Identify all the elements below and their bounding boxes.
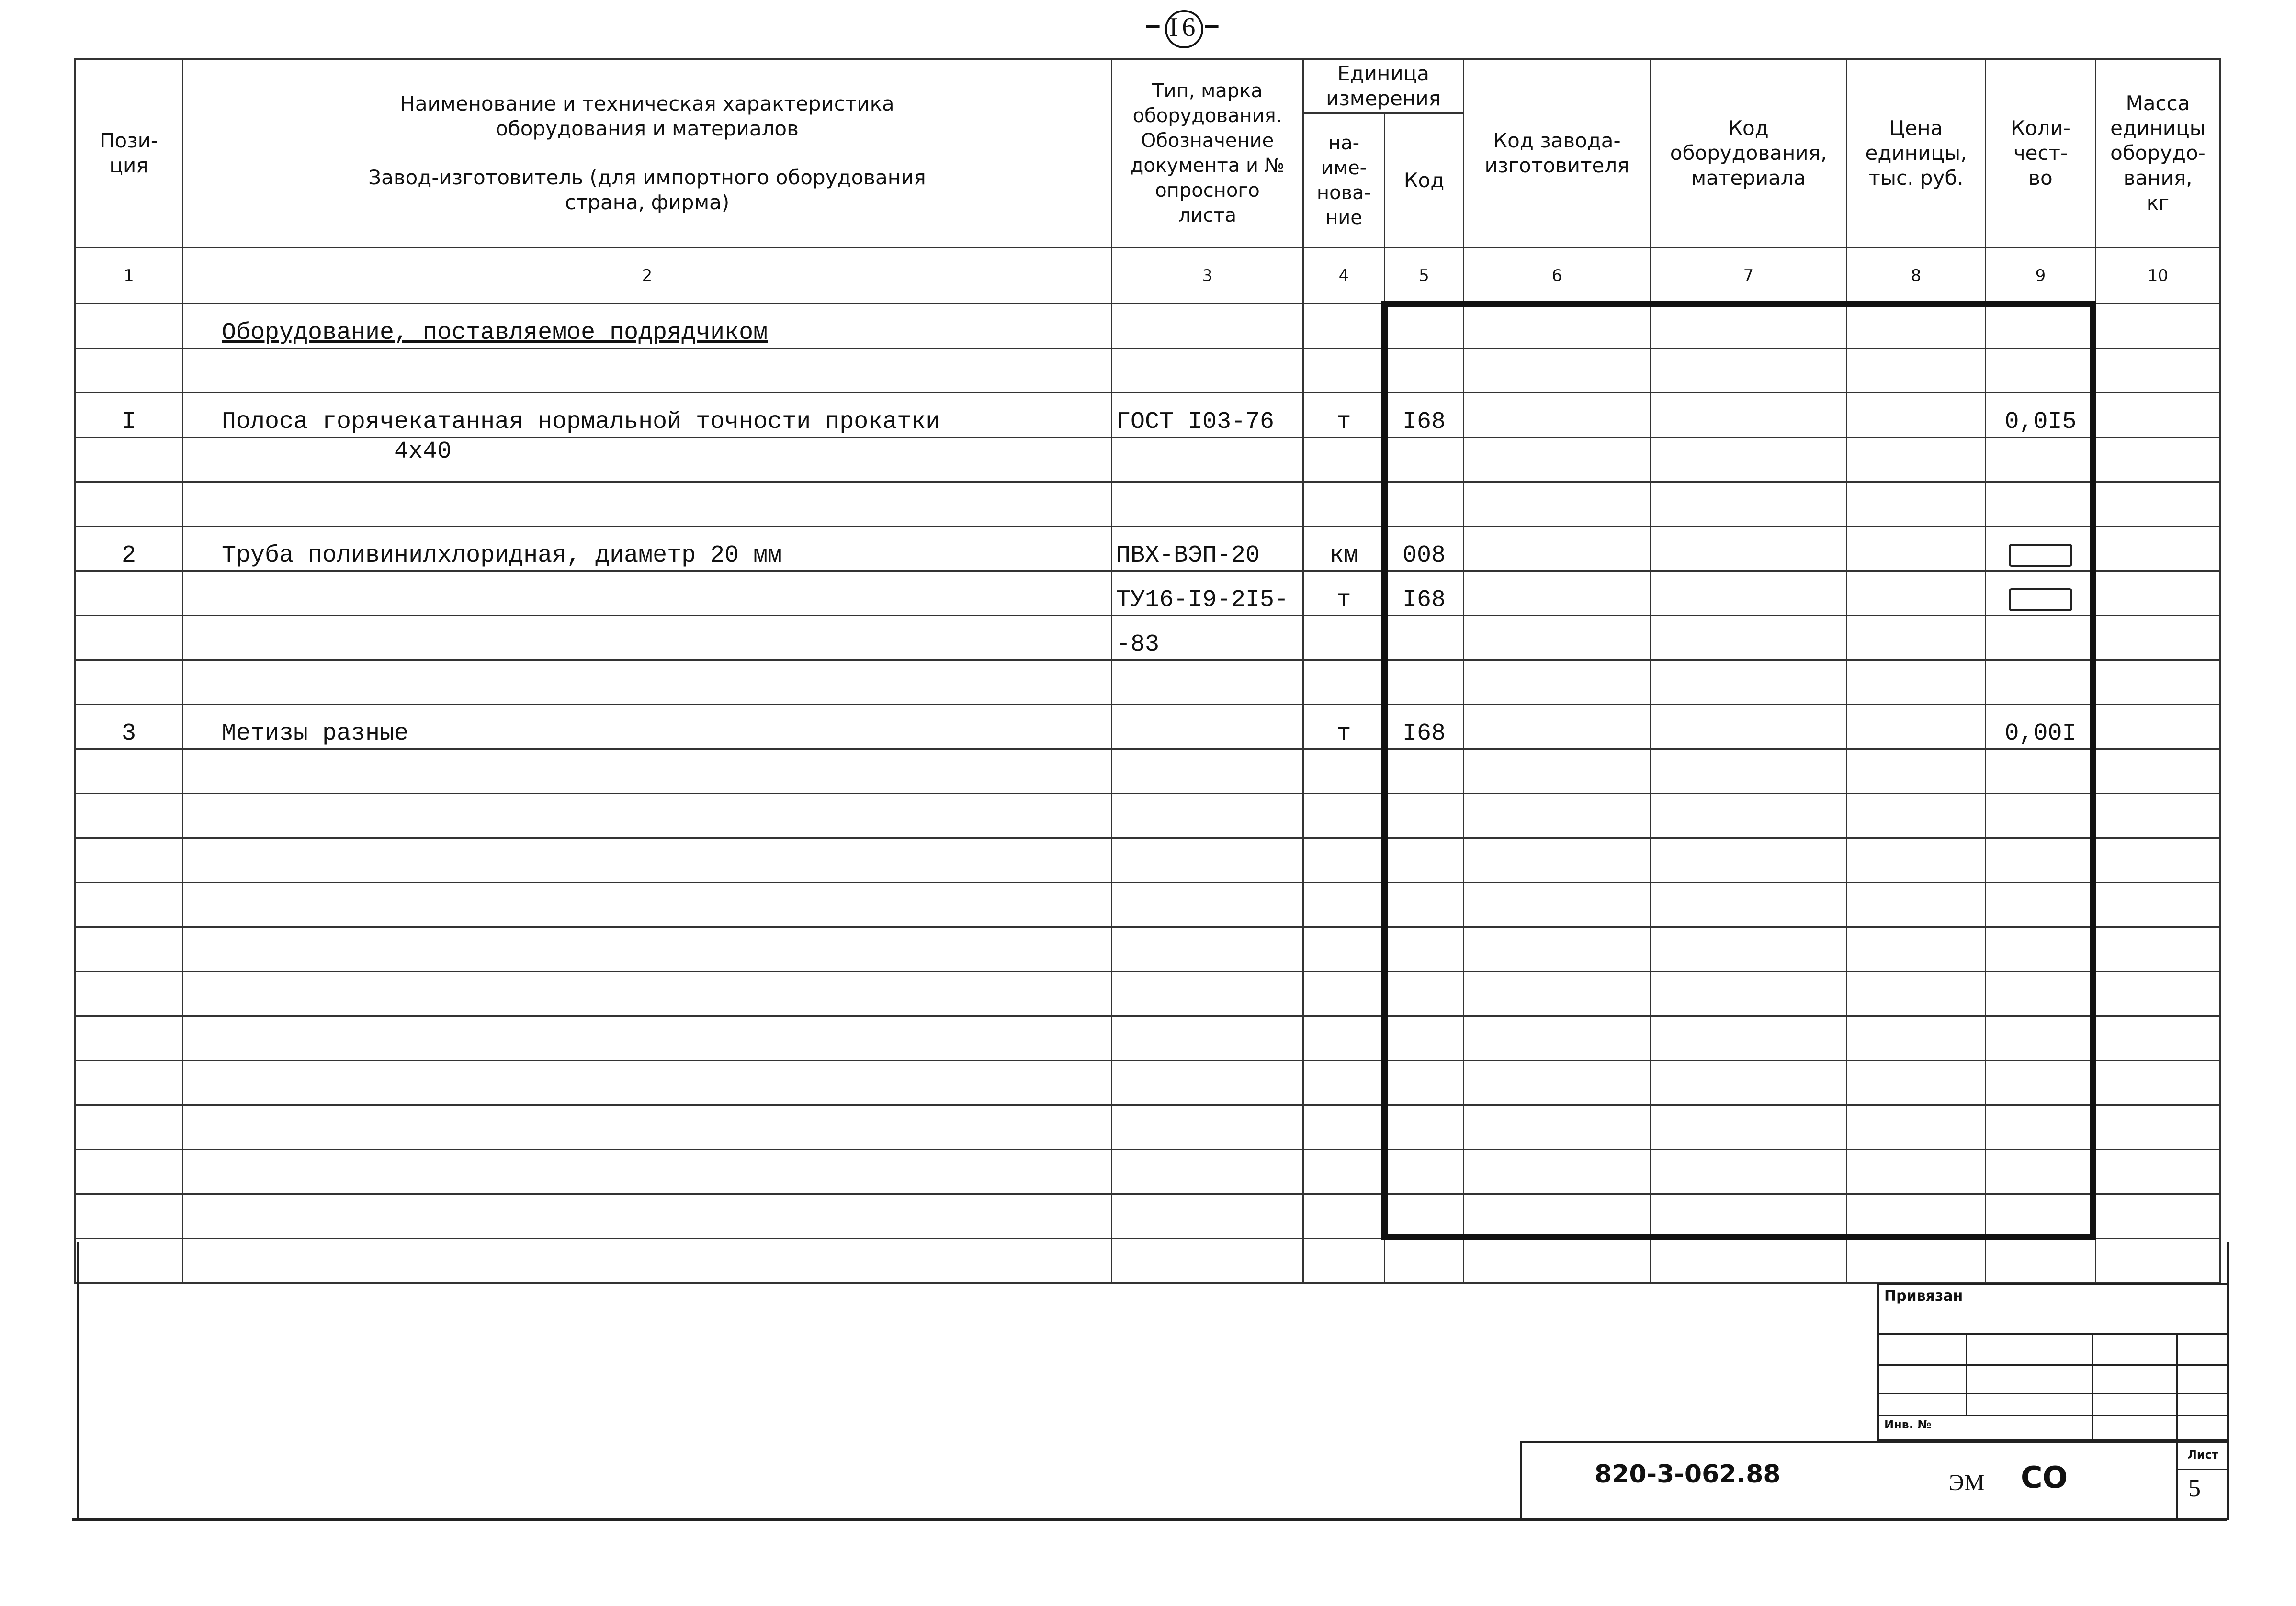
item-name-continued: 4x40 (183, 438, 1112, 482)
document-mark: ЭМ (1949, 1470, 1985, 1495)
item-type: ТУ16-I9-2I5- (1112, 571, 1303, 616)
column-number: 10 (2096, 247, 2220, 304)
item-unit: т (1303, 705, 1385, 749)
column-number: 5 (1385, 247, 1464, 304)
header-factory-code: Код завода- изготовителя (1464, 59, 1651, 247)
header-unit-code: Код (1385, 113, 1464, 247)
item-type: ПВХ-ВЭП-20 (1112, 527, 1303, 571)
column-number: 6 (1464, 247, 1651, 304)
item-unit: т (1303, 571, 1385, 616)
header-name-line4: страна, фирма) (565, 191, 730, 214)
item-type: -83 (1112, 616, 1303, 660)
item-code: I68 (1385, 393, 1464, 438)
header-quantity: Коли- чест- во (1986, 59, 2096, 247)
item-unit: т (1303, 393, 1385, 438)
column-number: 7 (1651, 247, 1847, 304)
frame-left-line (77, 1242, 79, 1520)
column-number: 9 (1986, 247, 2096, 304)
item-name: Метизы разные (183, 705, 1112, 749)
document-number: 820-3-062.88 (1595, 1460, 1781, 1489)
header-unit-name: на- име- нова- ние (1303, 113, 1385, 247)
list-value: 5 (2188, 1475, 2201, 1502)
item-name: Труба поливинилхлоридная, диаметр 20 мм (183, 527, 1112, 571)
column-number: 3 (1112, 247, 1303, 304)
table-row (75, 1239, 2220, 1283)
section-title: Оборудование, поставляемое подрядчиком (183, 304, 1112, 348)
header-mass: Масса единицы оборудо- вания, кг (2096, 59, 2220, 247)
item-name: Полоса горячекатанная нормальной точности прокатки (183, 393, 1112, 438)
item-position: 3 (75, 705, 183, 749)
stamp-line (1966, 1333, 1967, 1415)
header-name (183, 59, 1112, 247)
stamp-line (2176, 1469, 2229, 1470)
stamp-line (2092, 1333, 2093, 1441)
header-price: Цена единицы, тыс. руб. (1847, 59, 1986, 247)
highlight-frame (1381, 301, 2096, 1240)
header-position: Пози- ция (75, 59, 183, 247)
item-quantity: 0,00I (1986, 705, 2096, 749)
list-label: Лист (2187, 1448, 2218, 1461)
item-unit: км (1303, 527, 1385, 571)
header-equipment-code: Код оборудования, материала (1651, 59, 1847, 247)
item-code: I68 (1385, 571, 1464, 616)
sheet-number-circle: I6 (1165, 10, 1203, 48)
item-position: 2 (75, 527, 183, 571)
header-type: Тип, марка оборудования. Обозначение документа и № опросного листа (1112, 59, 1303, 247)
sheet-number: – I6 – (1144, 5, 1224, 48)
document-type: СО (2021, 1460, 2068, 1495)
item-code: I68 (1385, 705, 1464, 749)
inv-no-label: Инв. № (1884, 1418, 1932, 1431)
item-type: ГОСТ I03-76 (1112, 393, 1303, 438)
column-number: 1 (75, 247, 183, 304)
header-name-line1: Наименование и техническая характеристика (400, 92, 894, 115)
column-number: 2 (183, 247, 1112, 304)
item-quantity: 0,0I5 (1986, 393, 2096, 438)
header-name-line2: оборудования и материалов (496, 117, 799, 140)
column-number: 4 (1303, 247, 1385, 304)
header-name-line3: Завод-изготовитель (для импортного оборудования (368, 166, 926, 189)
privyazan-label: Привязан (1884, 1288, 1963, 1304)
item-code: 008 (1385, 527, 1464, 571)
header-unit-group: Единица измерения (1303, 59, 1464, 113)
item-position: I (75, 393, 183, 438)
stamp-line (2176, 1441, 2178, 1520)
stamp-line (2176, 1333, 2178, 1441)
column-number: 8 (1847, 247, 1986, 304)
